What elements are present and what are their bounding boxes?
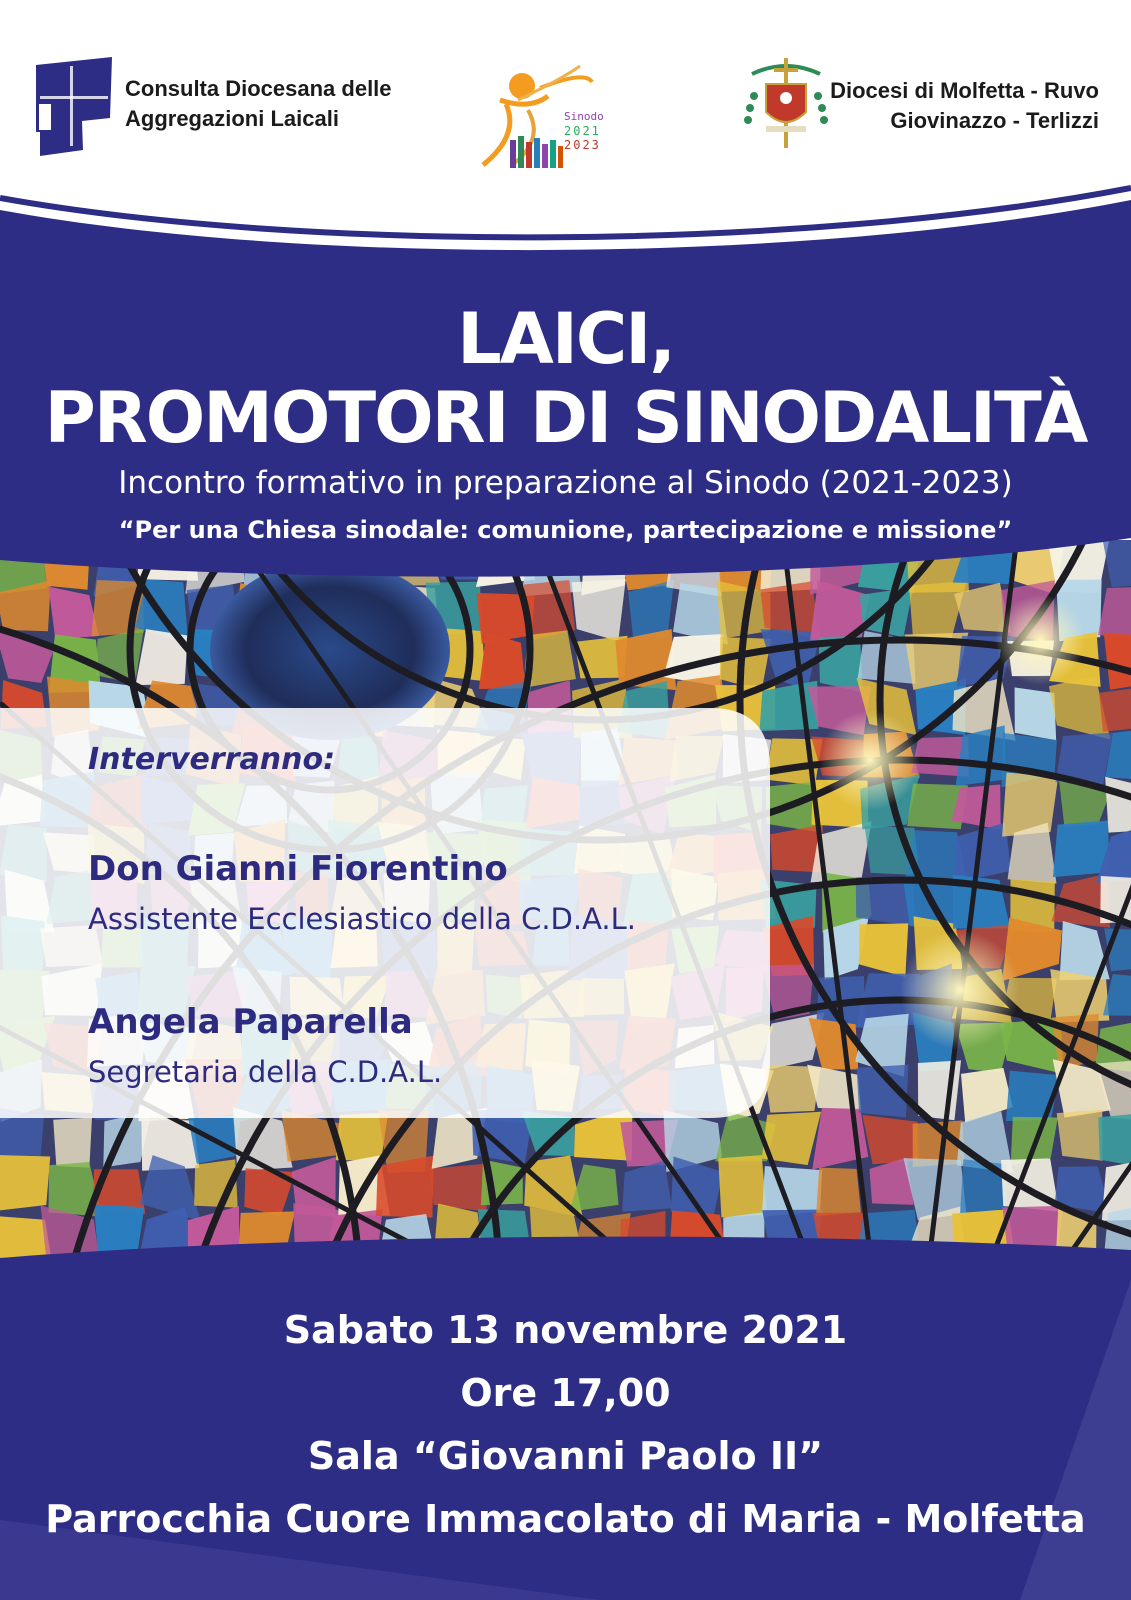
speaker-role: Segretaria della C.D.A.L. [88, 1055, 443, 1089]
poster-motto: “Per una Chiesa sinodale: comunione, partecipazione e missione” [118, 516, 1013, 544]
event-venue: Parrocchia Cuore Immacolato di Maria - Molfetta [45, 1497, 1086, 1541]
event-room: Sala “Giovanni Paolo II” [307, 1434, 824, 1478]
synod-logo-year-start: 2021 [564, 124, 601, 138]
organizer-right-line1: Diocesi di Molfetta - Ruvo [830, 78, 1099, 103]
event-time: Ore 17,00 [460, 1371, 671, 1415]
organizer-left-line1: Consulta Diocesana delle [125, 76, 392, 101]
organizer-right-line2: Giovinazzo - Terlizzi [890, 108, 1099, 133]
poster-title-line2: PROMOTORI DI SINODALITÀ [44, 377, 1087, 459]
poster-subtitle: Incontro formativo in preparazione al Sinodo (2021-2023) [118, 465, 1013, 501]
speaker-name: Don Gianni Fiorentino [88, 849, 508, 889]
synod-logo-year-end: 2023 [564, 138, 601, 152]
speakers-intro: Interverranno: [88, 742, 336, 777]
organizer-left [125, 74, 392, 134]
speaker-role: Assistente Ecclesiastico della C.D.A.L. [88, 902, 637, 936]
organizer-left-line2: Aggregazioni Laicali [125, 106, 339, 131]
event-date: Sabato 13 novembre 2021 [283, 1308, 848, 1352]
synod-logo-word: Sinodo [564, 110, 604, 123]
speaker-name: Angela Paparella [88, 1002, 413, 1042]
organizer-right [830, 76, 1099, 136]
poster-title-line1: LAICI, [457, 298, 674, 380]
